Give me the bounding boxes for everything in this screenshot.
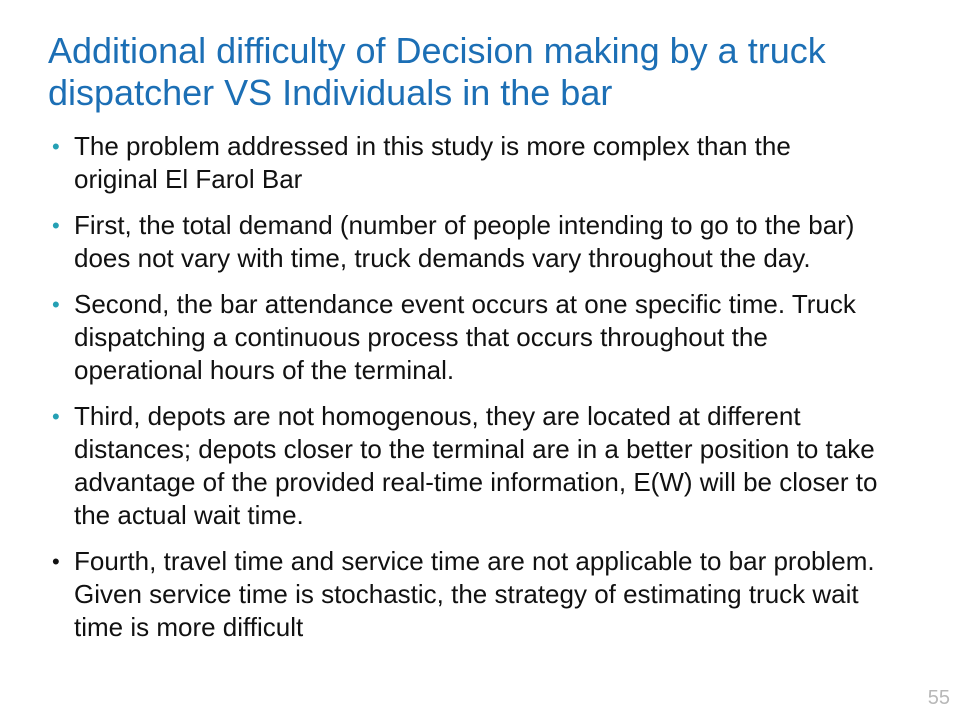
bullet-text: Fourth, travel time and service time are not applicable to bar problem. Given service time is stochastic, the strategy of estimating truck wait time is more difficult [74, 546, 875, 642]
page-number: 55 [927, 687, 950, 709]
bullet-item [48, 209, 878, 275]
bullet-text: The problem addressed in this study is more complex than the original El Farol Bar [74, 131, 791, 194]
bullet-dot-icon: • [52, 134, 60, 159]
slide-title: Additional difficulty of Decision making by a truck dispatcher VS Individuals in the bar [48, 30, 826, 113]
bullet-text: First, the total demand (number of people intending to go to the bar) does not vary with time, truck demands vary throughout the day. [74, 210, 855, 273]
bullet-list [48, 130, 878, 657]
bullet-dot-icon: • [52, 549, 60, 574]
bullet-dot-icon: • [52, 292, 60, 317]
bullet-dot-icon: • [52, 213, 60, 238]
bullet-item [48, 288, 878, 387]
bullet-item [48, 130, 878, 196]
bullet-text: Third, depots are not homogenous, they are located at different distances; depots closer to the terminal are in a better position to take advantage of the provided real-time information, E(W) will be closer to the actual wait time. [74, 401, 878, 530]
bullet-text: Second, the bar attendance event occurs at one specific time. Truck dispatching a continuous process that occurs throughout the operational hours of the terminal. [74, 289, 856, 385]
bullet-dot-icon: • [52, 404, 60, 429]
bullet-item [48, 545, 878, 644]
bullet-item [48, 400, 878, 532]
